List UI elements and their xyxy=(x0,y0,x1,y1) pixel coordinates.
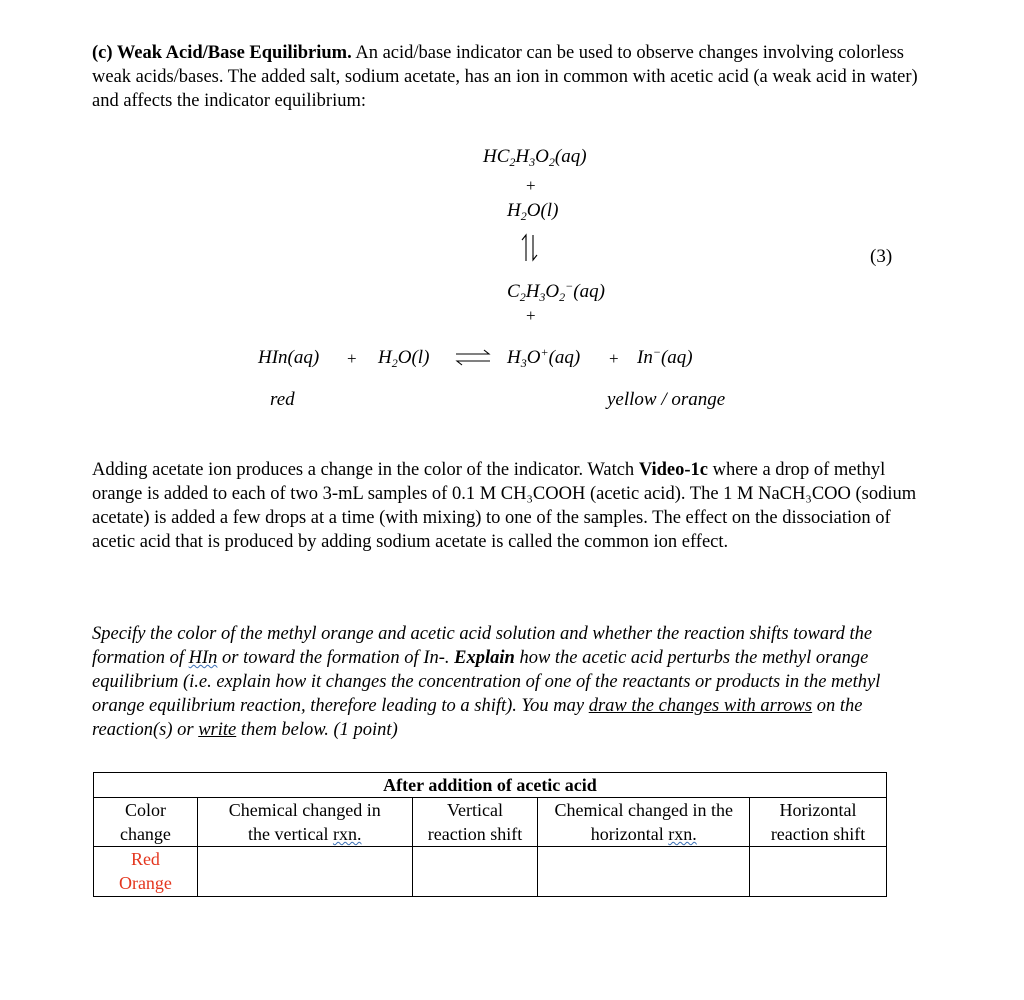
header-chemical-vertical: Chemical changed in the vertical rxn. xyxy=(197,798,412,847)
video-reference: Video-1c xyxy=(638,460,708,480)
header-chemical-horizontal: Chemical changed in the horizontal rxn. xyxy=(538,798,750,847)
label-yellow-orange: yellow / orange xyxy=(607,389,726,410)
hin-formula: HIn(aq) xyxy=(258,347,320,368)
hln-term: HIn xyxy=(188,648,218,668)
answer-cell-chemical-vertical[interactable] xyxy=(197,847,412,897)
plus-sign-4: + xyxy=(609,349,619,368)
plus-sign-3: + xyxy=(347,349,357,368)
equation-number: (3) xyxy=(870,246,893,267)
acetic-acid-formula: $HC_2H_3O_2(aq)$ xyxy=(483,146,587,169)
answer-table xyxy=(93,772,887,897)
hydronium-formula: $H_3O^+(aq)$ xyxy=(507,345,581,370)
equilibrium-arrows-horizontal xyxy=(454,346,492,368)
header-color-change: Color change xyxy=(94,798,198,847)
plus-sign-1: + xyxy=(526,176,536,195)
plus-sign-2: + xyxy=(526,306,536,325)
answer-cell-chemical-horizontal[interactable] xyxy=(538,847,750,897)
header-vertical-shift: Vertical reaction shift xyxy=(412,798,538,847)
answer-cell-vertical-shift[interactable] xyxy=(412,847,538,897)
question-paragraph: Specify the color of the methyl orange and acetic acid solution and whether the reaction shifts toward the formation of HIn or toward the formation of In-. Explain how the acetic acid perturbs the methyl orange equilibrium (i.e. explain how it changes the concentration of one of the reactants or products in the methyl orange equilibrium reaction, therefore leading to a shift). You may draw the changes with arrows on the reaction(s) or write them below. (1 point) xyxy=(92,624,881,740)
answer-cell-horizontal-shift[interactable] xyxy=(750,847,887,897)
procedure-paragraph: Adding acetate ion produces a change in the color of the indicator. Watch Video-1c where a drop of methyl orange is added to each of two 3-mL samples of 0.1 M CH₃COOH (acetic acid). The 1 M NaCH₃COO (sodium acetate) is added a few drops at a time (with mixing) to one of the samples. The effect on the dissociation of acetic acid that is produced by adding sodium acetate is called the common ion effect. xyxy=(92,460,917,552)
color-change-cell[interactable]: Red Orange xyxy=(94,847,198,897)
indicator-anion-formula: In−(aq) xyxy=(637,345,693,368)
section-heading: (c) Weak Acid/Base Equilibrium. xyxy=(92,43,352,63)
intro-paragraph xyxy=(92,41,922,113)
table-title: After addition of acetic acid xyxy=(94,773,887,798)
water-top-formula: $H_2O(l)$ xyxy=(507,200,559,223)
acetate-formula: $C_2H_3O_2^-(aq)$ xyxy=(507,279,605,304)
water-left-formula: $H_2O(l)$ xyxy=(378,347,430,370)
label-red: red xyxy=(270,389,295,410)
intro-text: An acid/base indicator can be used to observe changes involving colorless weak acids/bases. The added salt, sodium acetate, has an ion in common with acetic acid (a weak acid in water) and affects the indicator equilibrium: xyxy=(92,43,918,111)
explain-keyword: Explain xyxy=(454,648,515,668)
draw-instruction: draw the changes with arrows xyxy=(588,696,813,716)
equilibrium-arrows-vertical xyxy=(519,233,541,263)
table-row xyxy=(94,847,887,897)
write-instruction: write xyxy=(198,720,237,740)
header-horizontal-shift: Horizontal reaction shift xyxy=(750,798,887,847)
